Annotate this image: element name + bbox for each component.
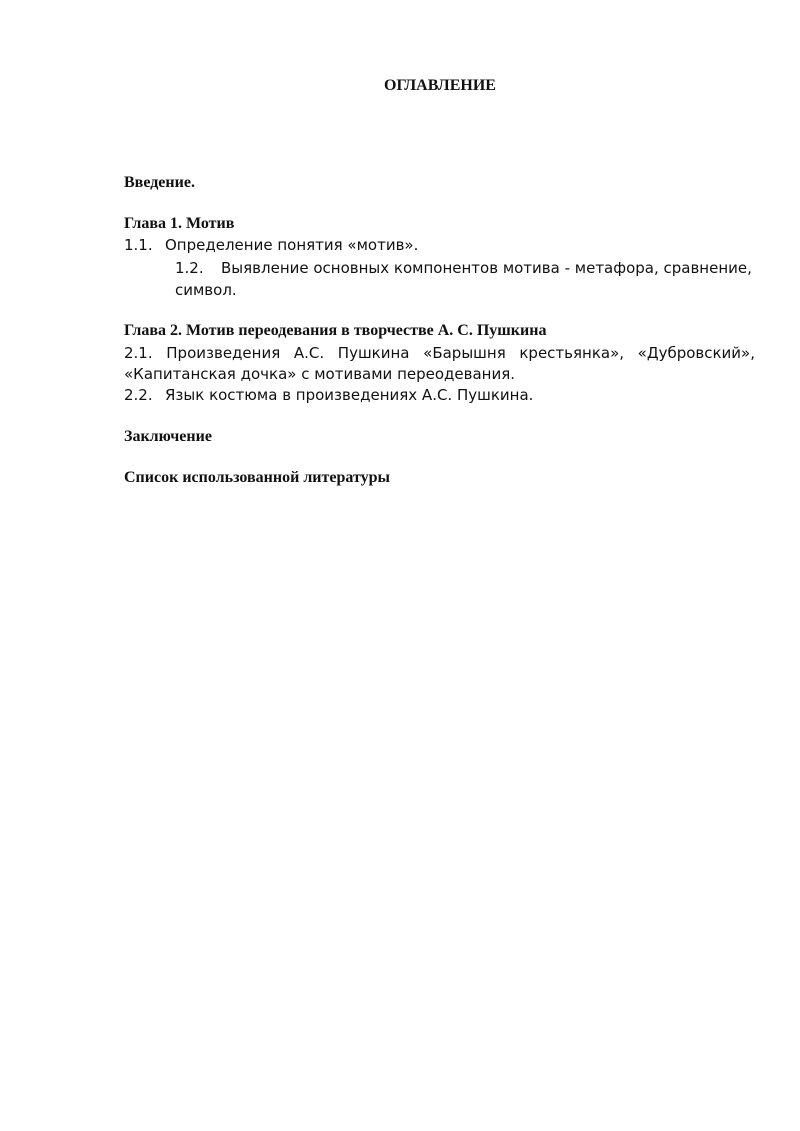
- toc-item-number: 1.1.: [124, 236, 153, 254]
- toc-chapter2-heading: Глава 2. Мотив переодевания в творчестве А. С. Пушкина: [124, 322, 547, 339]
- toc-chapter1-heading: Глава 1. Мотив: [124, 215, 235, 232]
- toc-item-text: Выявление основных компонентов мотива - метафора, сравнение,: [221, 259, 752, 277]
- toc-item-number: 2.2.: [124, 386, 153, 404]
- toc-item-text: Язык костюма в произведениях А.С. Пушкина.: [165, 386, 534, 404]
- toc-item-text-continuation: символ.: [175, 281, 237, 299]
- toc-item-number: 1.2.: [175, 259, 204, 277]
- toc-item-number: 2.1.: [124, 344, 153, 362]
- toc-item-text: Определение понятия «мотив».: [165, 236, 419, 254]
- toc-bibliography: Список использованной литературы: [124, 469, 390, 486]
- toc-item-2-1-line1: [124, 344, 755, 362]
- toc-introduction: Введение.: [124, 174, 195, 191]
- toc-item-text-continuation: «Капитанская дочка» с мотивами переодевания.: [124, 365, 516, 383]
- toc-item-text: Произведения А.С. Пушкина «Барышня крестьянка», «Дубровский»,: [166, 344, 755, 362]
- toc-conclusion: Заключение: [124, 428, 212, 445]
- page-title: ОГЛАВЛЕНИЕ: [384, 77, 496, 94]
